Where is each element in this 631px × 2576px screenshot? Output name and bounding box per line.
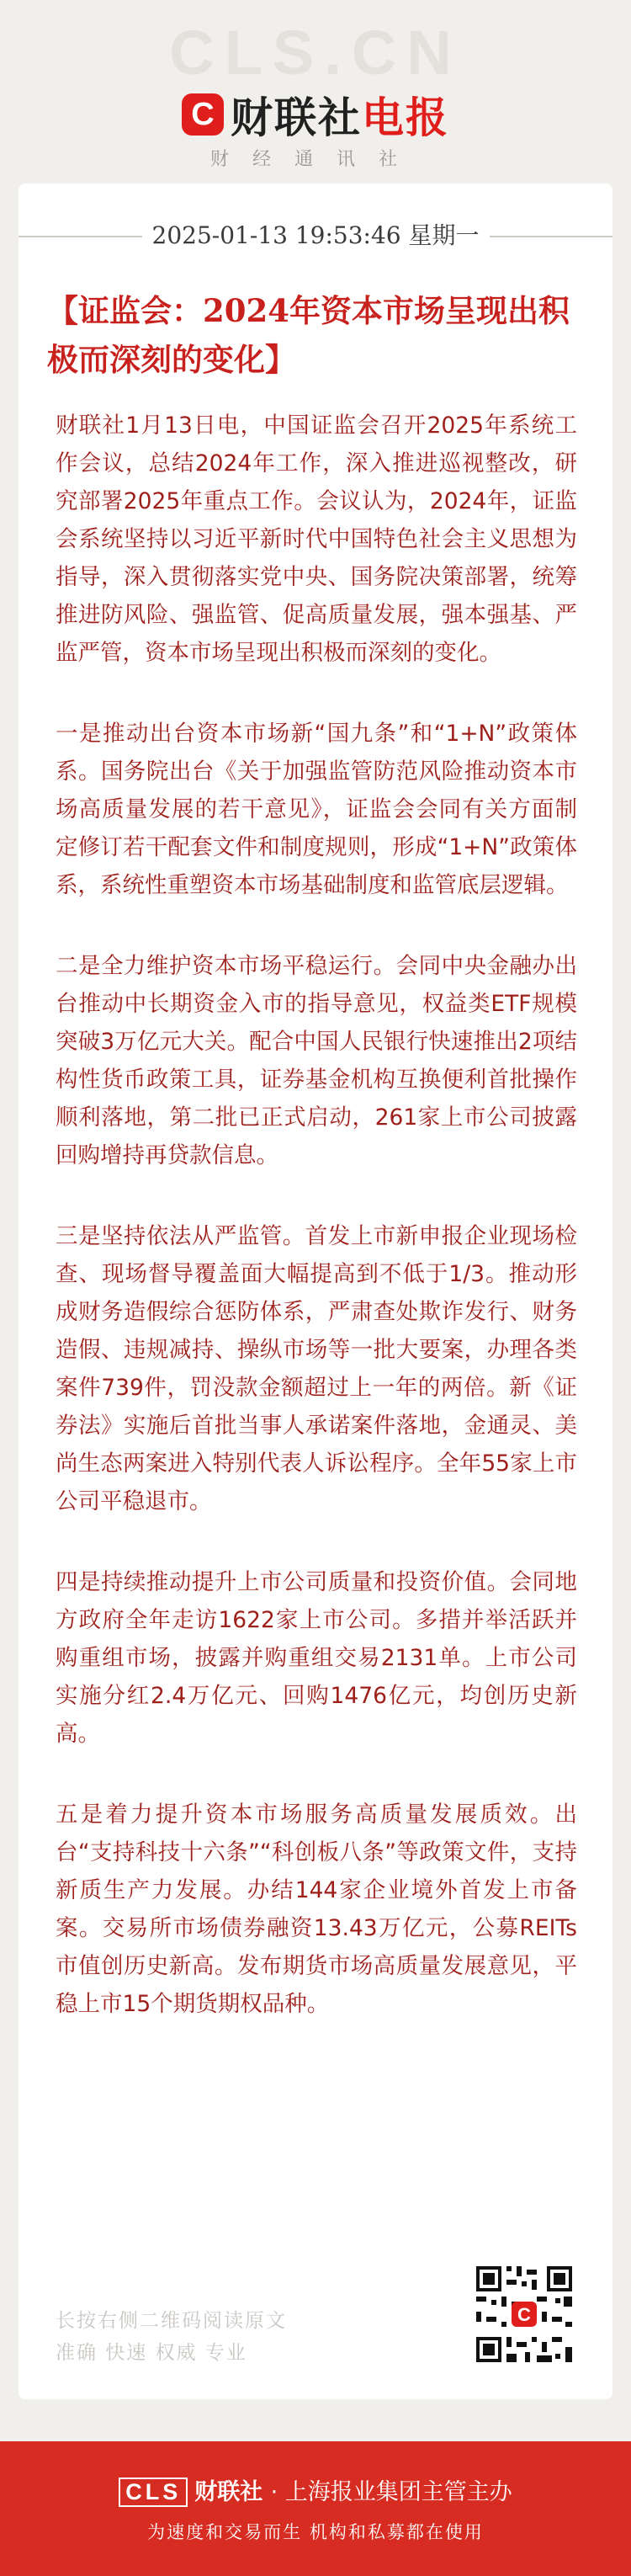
paragraph-5: 五是着力提升资本市场服务高质量发展质效。出台“支持科技十六条”“科创板八条”等政策文件，支持新质生产力发展。办结144家企业境外首发上市备案。交易所市场债券融资13.43万亿元，公募REITs市值创历史新高。发布期货市场高质量发展意见，平稳上市15个期货期权品种。 xyxy=(56,1802,577,2017)
svg-text:C: C xyxy=(517,2304,531,2325)
paragraph-intro: 财联社1月13日电，中国证监会召开2025年系统工作会议，总结2024年工作，深入推进巡视整改，研究部署2025年重点工作。会议认为，2024年，证监会系统坚持以习近平新时代中国特色社会主义思想为指导，深入贯彻落实党中央、国务院决策部署，统筹推进防风险、强监管、促高质量发展，强本强基、严监严管，资本市场呈现出积极而深刻的变化。 xyxy=(56,412,577,666)
date-text: 2025-01-13 19:53:46 星期一 xyxy=(142,221,490,249)
paragraph-1: 一是推动出台资本市场新“国九条”和“1+N”政策体系。国务院出台《关于加强监管防范风险推动资本市场高质量发展的若干意见》，证监会会同有关方面制定修订若干配套文件和制度规则，形成“1+N”政策体系，系统性重塑资本市场基础制度和监管底层逻辑。 xyxy=(56,721,577,898)
footer-brand-line xyxy=(0,2473,631,2507)
cls-logo: CLS xyxy=(119,2478,188,2507)
paragraph-4: 四是持续推动提升上市公司质量和投资价值。会同地方政府全年走访1622家上市公司。多措并举活跃并购重组市场，披露并购重组交易2131单。上市公司实施分红2.4万亿元、回购1476亿元，均创历史新高。 xyxy=(56,1569,577,1747)
logo-suffix: 电报 xyxy=(362,93,449,142)
paragraph-3: 三是坚持依法从严监管。首发上市新申报企业现场检查、现场督导覆盖面大幅提高到不低于1/3。推动形成财务造假综合惩防体系，严肃查处欺诈发行、财务造假、违规减持、操纵市场等一批大要案，办理各类案件739件，罚没款金额超过上一年的两倍。新《证券法》实施后首批当事人承诺案件落地，金通灵、美尚生态两案进入特别代表人诉讼程序。全年55家上市公司平稳退市。 xyxy=(56,1223,577,1514)
article-body xyxy=(56,407,577,2066)
watermark: CLS.CN xyxy=(169,18,462,88)
header xyxy=(0,0,631,170)
footer-brand: 财联社 xyxy=(194,2479,263,2505)
article-title: 【证监会：2024年资本市场呈现出积极而深刻的变化】 xyxy=(47,292,570,378)
article-date xyxy=(19,217,612,251)
header-subtitle: 财经通讯社 xyxy=(209,149,421,170)
footer-banner xyxy=(0,2441,631,2576)
brand-logo xyxy=(0,84,631,145)
logo-c-icon: C xyxy=(182,93,224,136)
footer-slogan: 为速度和交易而生 机构和私募都在使用 xyxy=(147,2522,484,2542)
paragraph-2: 二是全力维护资本市场平稳运行。会同中央金融办出台推动中长期资金入市的指导意见，权益类ETF规模突破3万亿元大关。配合中国人民银行快速推出2项结构性货币政策工具，证券基金机构互换便利首批操作顺利落地，第二批已正式启动，261家上市公司披露回购增持再贷款信息。 xyxy=(56,953,577,1168)
tagline-text: 准确 快速 权威 专业 xyxy=(56,2342,247,2364)
footer-owner: · 上海报业集团主管主办 xyxy=(270,2479,512,2505)
logo-name: 财联社 xyxy=(231,93,362,142)
read-original-note xyxy=(56,2305,287,2369)
article-card xyxy=(19,184,612,2399)
read-original-text: 长按右侧二维码阅读原文 xyxy=(56,2310,287,2332)
qr-code-icon[interactable] xyxy=(473,2263,575,2366)
